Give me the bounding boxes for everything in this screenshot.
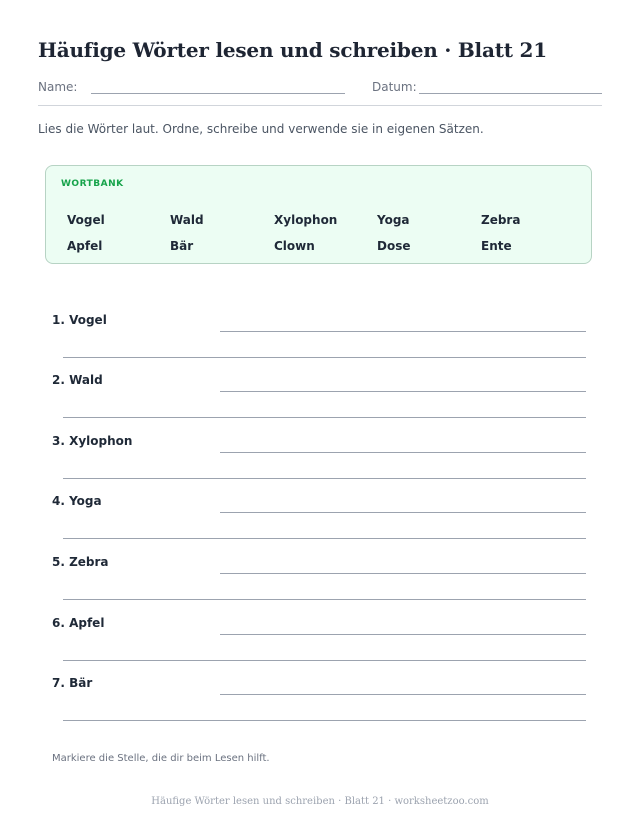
sentence-line[interactable] [63,478,586,479]
exercise-label: 5. Zebra [52,555,109,569]
word-bank-title: WORTBANK [61,179,124,189]
exercise-item [52,373,586,433]
page-title: Häufige Wörter lesen und schreiben · Blatt 21 [38,38,547,62]
word-bank-word: Wald [170,213,204,227]
date-label: Datum: [372,80,417,94]
header-divider [38,105,602,106]
sentence-line[interactable] [63,660,586,661]
write-line[interactable] [220,512,586,513]
word-bank-word: Vogel [67,213,105,227]
word-bank-word: Ente [481,239,512,253]
write-line[interactable] [220,331,586,332]
footer: Häufige Wörter lesen und schreiben · Blatt 21 · worksheetzoo.com [151,796,489,807]
exercise-label: 4. Yoga [52,494,102,508]
exercise-label: 6. Apfel [52,616,105,630]
exercise-item [52,676,586,736]
sentence-line[interactable] [63,357,586,358]
exercise-item [52,434,586,494]
word-bank-word: Xylophon [274,213,338,227]
word-bank-word: Bär [170,239,194,253]
write-line[interactable] [220,634,586,635]
name-field[interactable] [91,93,345,94]
sentence-line[interactable] [63,720,586,721]
write-line[interactable] [220,573,586,574]
exercise-label: 7. Bär [52,676,93,690]
word-bank-word: Clown [274,239,315,253]
exercise-item [52,313,586,373]
sentence-line[interactable] [63,417,586,418]
word-bank [45,165,592,264]
exercise-item [52,616,586,676]
write-line[interactable] [220,694,586,695]
instructions: Lies die Wörter laut. Ordne, schreibe und verwende sie in eigenen Sätzen. [38,122,484,136]
name-label: Name: [38,80,78,94]
date-field[interactable] [419,93,602,94]
exercise-label: 3. Xylophon [52,434,133,448]
tip-text: Markiere die Stelle, die dir beim Lesen hilft. [52,753,270,764]
word-bank-word: Yoga [377,213,410,227]
word-bank-word: Apfel [67,239,103,253]
sentence-line[interactable] [63,599,586,600]
exercise-label: 2. Wald [52,373,103,387]
write-line[interactable] [220,391,586,392]
exercise-item [52,494,586,554]
exercise-item [52,555,586,615]
word-bank-word: Dose [377,239,411,253]
sentence-line[interactable] [63,538,586,539]
meta-row [38,80,602,98]
word-bank-word: Zebra [481,213,521,227]
exercise-label: 1. Vogel [52,313,107,327]
write-line[interactable] [220,452,586,453]
